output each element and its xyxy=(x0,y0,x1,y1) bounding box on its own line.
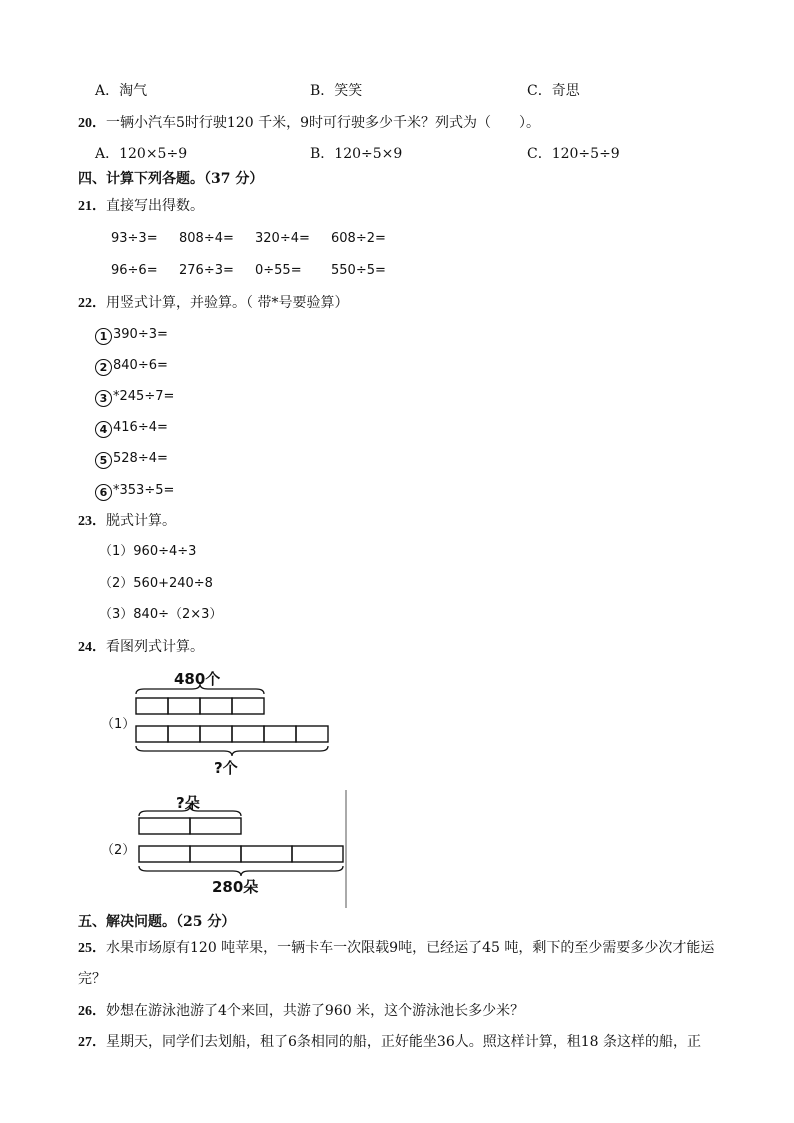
q22-question xyxy=(78,294,348,313)
q22-item: 4 416÷4= xyxy=(95,419,168,438)
fig1-label: （1） xyxy=(101,717,136,732)
q21-item: 320÷4= xyxy=(255,231,310,246)
circled-number-icon: 5 xyxy=(95,452,112,469)
q21-item: 96÷6= xyxy=(111,263,158,278)
q25-text-continued: 完？ xyxy=(78,971,106,987)
q22-item: 2 840÷6= xyxy=(95,357,168,376)
q20-option-a: A．120×5÷9 xyxy=(95,146,188,162)
q22-item: 1 390÷3= xyxy=(95,326,168,345)
q24-text: 看图列式计算。 xyxy=(106,639,204,655)
section-5-title: 五、解决问题。（25 分） xyxy=(78,914,236,930)
q21-item: 808÷4= xyxy=(179,231,234,246)
q19-option-a: A．淘气 xyxy=(95,83,148,99)
circled-number-icon: 2 xyxy=(95,359,112,376)
fig1-bar-diagram xyxy=(128,660,348,780)
q21-number: 21． xyxy=(78,199,106,214)
fig2-top-bar xyxy=(139,818,241,834)
fig2-bottom-bar xyxy=(139,846,343,862)
q21-item: 0÷55= xyxy=(255,263,302,278)
q22-item: 5 528÷4= xyxy=(95,450,168,469)
circled-number-icon: 3 xyxy=(95,390,112,407)
fig1-top-brace xyxy=(136,684,264,694)
q22-item: 3 *245÷7= xyxy=(95,388,174,407)
fig2-top-label: ?朵 xyxy=(176,794,200,812)
circled-number-icon: 6 xyxy=(95,484,112,501)
fig1-bottom-bar xyxy=(136,726,328,742)
fig2-bottom-label: 280朵 xyxy=(212,878,259,896)
q25-question xyxy=(78,939,714,958)
q27-text: 星期天，同学们去划船，租了6条相同的船，正好能坐36人。照这样计算，租18 条这样的船，正 xyxy=(106,1034,701,1050)
q22-number: 22． xyxy=(78,296,106,311)
q25-number: 25． xyxy=(78,941,106,956)
q27-number: 27． xyxy=(78,1035,106,1050)
q24-question xyxy=(78,638,204,657)
q20-text: 一辆小汽车5时行驶120 千米，9时可行驶多少千米？列式为（ ）。 xyxy=(106,115,540,131)
fig2-bottom-brace xyxy=(139,866,343,876)
q23-item: （1）960÷4÷3 xyxy=(99,544,197,559)
q21-text: 直接写出得数。 xyxy=(106,198,204,214)
q20-question xyxy=(78,114,540,133)
q19-option-b: B．笑笑 xyxy=(310,83,363,99)
section-4-title: 四、计算下列各题。（37 分） xyxy=(78,171,264,187)
q23-text: 脱式计算。 xyxy=(106,513,176,529)
q21-question xyxy=(78,197,204,216)
q23-item: （3）840÷（2×3） xyxy=(99,607,223,622)
q21-item: 608÷2= xyxy=(331,231,386,246)
fig1-bottom-label: ?个 xyxy=(214,759,238,777)
q21-item: 276÷3= xyxy=(179,263,234,278)
q20-option-c: C．120÷5÷9 xyxy=(527,146,620,162)
circled-number-icon: 4 xyxy=(95,421,112,438)
q22-item: 6 *353÷5= xyxy=(95,482,174,501)
q22-text: 用竖式计算，并验算。（ 带*号要验算） xyxy=(106,295,349,311)
q26-text: 妙想在游泳池游了4个来回，共游了960 米，这个游泳池长多少米？ xyxy=(106,1003,525,1019)
q21-item: 93÷3= xyxy=(111,231,158,246)
q23-question xyxy=(78,512,176,531)
q23-number: 23． xyxy=(78,514,106,529)
q27-question xyxy=(78,1033,701,1052)
fig2-label: （2） xyxy=(101,843,136,858)
fig2-bar-diagram xyxy=(128,788,353,910)
circled-number-icon: 1 xyxy=(95,328,112,345)
q26-number: 26． xyxy=(78,1004,106,1019)
q25-text: 水果市场原有120 吨苹果，一辆卡车一次限载9吨，已经运了45 吨，剩下的至少需要多少次才能运 xyxy=(106,940,715,956)
fig1-top-bar xyxy=(136,698,264,714)
fig1-bottom-brace xyxy=(136,746,328,756)
q26-question xyxy=(78,1002,524,1021)
q24-number: 24． xyxy=(78,640,106,655)
q21-item: 550÷5= xyxy=(331,263,386,278)
q23-item: （2）560+240÷8 xyxy=(99,576,213,591)
q20-option-b: B．120÷5×9 xyxy=(310,146,403,162)
q19-option-c: C．奇思 xyxy=(527,83,580,99)
q20-number: 20． xyxy=(78,116,106,131)
fig1-top-label: 480个 xyxy=(174,670,221,688)
